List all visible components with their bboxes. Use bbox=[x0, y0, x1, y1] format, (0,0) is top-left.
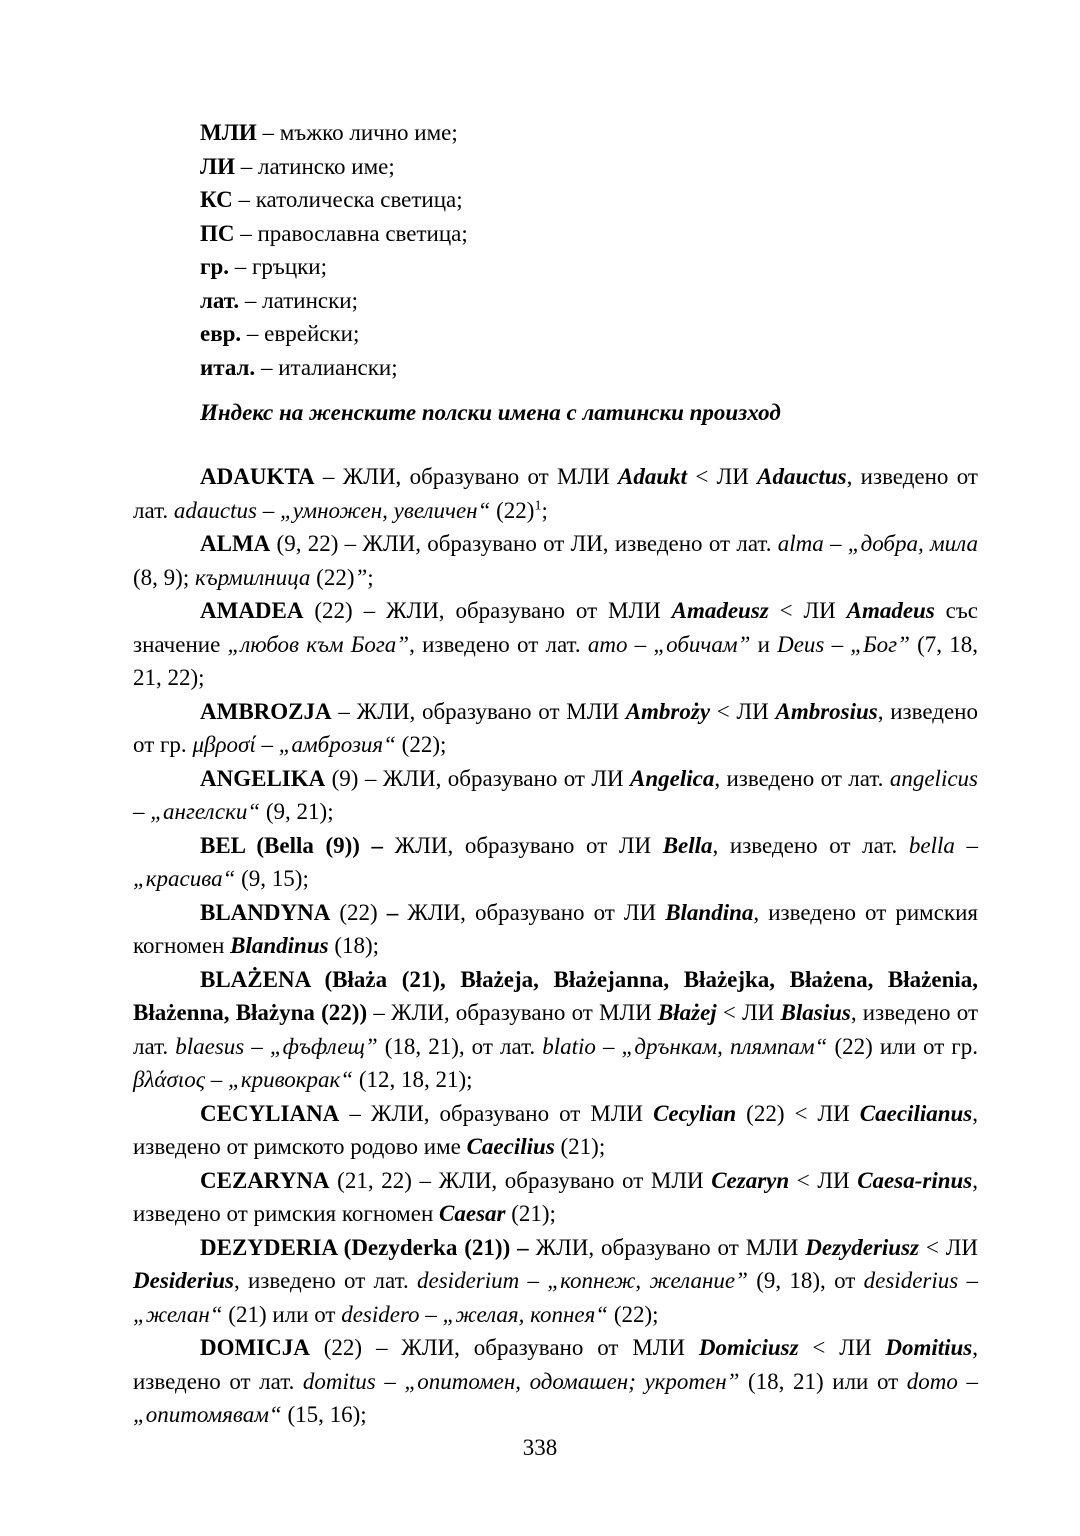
abbreviation-term: лат. bbox=[200, 287, 240, 313]
entry-text-segment: CEZARYNA bbox=[200, 1167, 330, 1193]
entry-text-segment: – ЖЛИ, образувано от МЛИ bbox=[339, 1100, 654, 1126]
entry-text-segment: Caecilianus bbox=[859, 1100, 973, 1126]
abbreviation-definition: – православна светица; bbox=[234, 220, 468, 246]
abbreviation-item bbox=[200, 250, 468, 284]
entry-text-segment: (22) bbox=[490, 497, 535, 523]
entry-amadea bbox=[133, 594, 978, 695]
entry-text-segment: ; bbox=[541, 497, 548, 523]
entries-list bbox=[133, 460, 978, 1432]
entry-text-segment: и bbox=[750, 631, 778, 657]
entry-text-segment: Caesar bbox=[439, 1201, 506, 1226]
entry-text-segment: Błażej bbox=[657, 1000, 717, 1025]
abbreviation-list bbox=[200, 116, 468, 384]
entry-text-segment: adauctus – „умножен, увеличен“ bbox=[173, 497, 491, 523]
entry-domicja bbox=[133, 1331, 978, 1432]
entry-text-segment: (22) – ЖЛИ, образувано от МЛИ bbox=[303, 598, 672, 623]
entry-text-segment: , изведено от лат. bbox=[133, 1000, 978, 1059]
entry-text-segment: Ambrosius bbox=[775, 698, 878, 724]
abbreviation-item bbox=[200, 284, 468, 318]
entry-text-segment: < ЛИ bbox=[710, 698, 776, 724]
entry-text-segment: (9, 22) – ЖЛИ, образувано от ЛИ, изведено от лат. bbox=[270, 531, 778, 556]
abbreviation-item bbox=[200, 217, 468, 251]
entry-text-segment: < ЛИ bbox=[798, 1335, 886, 1360]
entry-text-segment: , изведено от лат. bbox=[409, 631, 588, 657]
abbreviation-term: МЛИ bbox=[200, 120, 257, 145]
entry-text-segment: , изведено от римското родово име bbox=[133, 1100, 979, 1159]
entry-text-segment: (22) – ЖЛИ, образувано от МЛИ bbox=[309, 1335, 699, 1360]
entry-bel bbox=[133, 829, 978, 896]
abbreviation-definition: – латински; bbox=[239, 287, 358, 313]
entry-text-segment: (22); bbox=[395, 732, 447, 757]
entry-text-segment: Ambroży bbox=[625, 698, 711, 724]
entry-text-segment: BLANDYNA bbox=[200, 899, 331, 925]
abbreviation-item bbox=[200, 317, 468, 351]
entry-text-segment: Bella bbox=[662, 832, 713, 858]
entry-text-segment: Domiciusz bbox=[698, 1335, 799, 1360]
abbreviation-item bbox=[200, 150, 468, 184]
entry-text-segment: < ЛИ bbox=[768, 598, 847, 623]
entry-text-segment: Cecylian bbox=[653, 1100, 737, 1126]
abbreviation-definition: – латинско име; bbox=[235, 153, 395, 179]
entry-text-segment: (9, 18), от bbox=[747, 1268, 864, 1293]
entry-text-segment: (22) bbox=[310, 564, 355, 590]
entry-text-segment: , изведено от лат. bbox=[233, 1268, 418, 1293]
entry-text-segment: < ЛИ bbox=[919, 1234, 978, 1260]
footnote-marker: 1 bbox=[534, 497, 542, 513]
entry-text-segment: BEL (Bella (9)) – bbox=[200, 832, 384, 858]
abbreviation-definition: – гръцки; bbox=[229, 254, 328, 279]
abbreviation-definition: – италиански; bbox=[255, 354, 398, 380]
entry-text-segment: Blandina bbox=[665, 899, 754, 925]
entry-text-segment: blaesus – „фъфлещ” bbox=[175, 1033, 378, 1059]
page-number: 338 bbox=[522, 1435, 558, 1460]
abbreviation-item bbox=[200, 351, 468, 385]
entry-alma bbox=[133, 527, 978, 594]
entry-text-segment: (9, 21); bbox=[260, 799, 334, 824]
entry-text-segment: ЖЛИ, образувано от ЛИ bbox=[398, 899, 666, 925]
entry-text-segment: със значение bbox=[133, 598, 978, 657]
entry-text-segment: Deus – „Бог” bbox=[777, 631, 910, 657]
entry-angelika bbox=[133, 762, 978, 829]
abbreviation-term: гр. bbox=[200, 254, 229, 279]
entry-text-segment: desidero – „желая, копнея“ bbox=[341, 1301, 609, 1327]
entry-text-segment: Caesa-rinus bbox=[857, 1167, 973, 1193]
entry-text-segment: desiderius – „желан“ bbox=[133, 1268, 978, 1327]
entry-text-segment: Adaukt bbox=[618, 464, 688, 489]
entry-dezyderia bbox=[133, 1231, 978, 1332]
entry-text-segment: desiderium – „копнеж, желание” bbox=[417, 1268, 748, 1293]
entry-text-segment: blatio – „дрънкам, плямпам“ bbox=[542, 1033, 828, 1059]
entry-blandyna bbox=[133, 896, 978, 963]
index-heading: Индекс на женските полски имена с латински произход bbox=[200, 400, 781, 425]
entry-text-segment: (18, 21) или от bbox=[739, 1368, 907, 1394]
entry-text-segment: amo – „обичам” bbox=[587, 631, 751, 657]
entry-text-segment: Cezaryn bbox=[711, 1167, 790, 1193]
entry-text-segment: Dezyderiusz bbox=[805, 1234, 919, 1260]
entry-text-segment: CECYLIANA bbox=[200, 1100, 340, 1126]
entry-text-segment: – ЖЛИ, образувано от МЛИ bbox=[367, 1000, 658, 1025]
abbreviation-definition: – мъжко лично име; bbox=[256, 120, 458, 145]
entry-text-segment: (22); bbox=[608, 1301, 659, 1327]
entry-text-segment: (21); bbox=[554, 1134, 606, 1159]
entry-text-segment: ANGELIKA bbox=[200, 765, 326, 791]
abbreviation-item bbox=[200, 183, 468, 217]
entry-text-segment: (18); bbox=[328, 933, 380, 958]
entry-text-segment: bella – „красива“ bbox=[133, 832, 978, 891]
entry-text-segment: (18, 21), от лат. bbox=[377, 1033, 543, 1059]
entry-text-segment: DOMICJA bbox=[200, 1335, 310, 1360]
entry-text-segment: (21); bbox=[505, 1201, 556, 1226]
entry-cecyliana bbox=[133, 1097, 978, 1164]
entry-text-segment: ADAUKTA bbox=[200, 464, 315, 489]
entry-adaukta bbox=[133, 460, 978, 527]
entry-text-segment: (12, 18, 21); bbox=[353, 1067, 473, 1092]
entry-text-segment: ; bbox=[367, 564, 374, 590]
entry-text-segment: Blandinus bbox=[230, 933, 329, 958]
entry-text-segment: ЖЛИ, образувано от МЛИ bbox=[528, 1234, 806, 1260]
entry-text-segment: , изведено от лат. bbox=[714, 765, 890, 791]
entry-text-segment: BLAŻENA (Błaża (21), Błażeja, Błażejanna, Błażejka, Błażena, Błażenia, Błażenna, Błażyna (22)) bbox=[133, 966, 978, 1025]
entry-text-segment: βλάσιος – „кривокрак“ bbox=[133, 1067, 354, 1092]
entry-text-segment: (9) – ЖЛИ, образувано от ЛИ bbox=[325, 765, 630, 791]
abbreviation-definition: – католическа светица; bbox=[232, 187, 463, 212]
entry-text-segment: – ЖЛИ, образувано от МЛИ bbox=[314, 464, 618, 489]
abbreviation-item bbox=[200, 116, 468, 150]
entry-text-segment: Amadeus bbox=[846, 598, 935, 623]
entry-text-segment: (8, 9); bbox=[133, 564, 195, 590]
entry-text-segment: , изведено от римския когномен bbox=[133, 1167, 978, 1226]
entry-text-segment: – bbox=[386, 899, 399, 925]
entry-text-segment: μβροσί – „амброзия“ bbox=[192, 732, 396, 757]
entry-text-segment: (7, 18, 21, 22); bbox=[133, 631, 978, 690]
entry-cezaryna bbox=[133, 1164, 978, 1231]
entry-text-segment: ” bbox=[354, 564, 368, 590]
abbreviation-term: ЛИ bbox=[200, 153, 236, 179]
abbreviation-term: евр. bbox=[200, 321, 242, 346]
entry-text-segment: (22) bbox=[330, 899, 387, 925]
entry-text-segment: , изведено от лат. bbox=[133, 1335, 978, 1394]
entry-text-segment: ЖЛИ, образувано от ЛИ bbox=[383, 832, 663, 858]
entry-text-segment: < ЛИ bbox=[687, 464, 758, 489]
entry-text-segment: AMADEA bbox=[200, 598, 304, 623]
entry-text-segment: Adauctus bbox=[757, 464, 847, 489]
entry-text-segment: (15, 16); bbox=[281, 1402, 367, 1427]
entry-text-segment: , изведено от лат. bbox=[133, 464, 978, 523]
entry-text-segment: alma – „добра, мила bbox=[777, 531, 978, 556]
entry-text-segment: , изведено от римския когномен bbox=[133, 899, 978, 958]
entry-text-segment: , изведено от гр. bbox=[133, 698, 978, 757]
entry-text-segment: – ЖЛИ, образувано от МЛИ bbox=[331, 698, 626, 724]
entry-text-segment: Domitius bbox=[885, 1335, 973, 1360]
entry-text-segment: (9, 15); bbox=[235, 866, 309, 891]
entry-text-segment: < ЛИ bbox=[789, 1167, 858, 1193]
entry-text-segment: ALMA bbox=[200, 531, 271, 556]
entry-text-segment: Amadeusz bbox=[671, 598, 769, 623]
entry-text-segment: DEZYDERIA (Dezyderka (21)) – bbox=[200, 1234, 529, 1260]
entry-text-segment: Angelica bbox=[629, 765, 715, 791]
entry-text-segment: , изведено от лат. bbox=[712, 832, 909, 858]
entry-text-segment: Blasius bbox=[780, 1000, 851, 1025]
entry-text-segment: „любов към Бога” bbox=[227, 631, 410, 657]
entry-text-segment: (22) < ЛИ bbox=[736, 1100, 860, 1126]
entry-text-segment: < ЛИ bbox=[716, 1000, 781, 1025]
entry-text-segment: (22) или от гр. bbox=[827, 1033, 978, 1059]
entry-text-segment: (21, 22) – ЖЛИ, образувано от МЛИ bbox=[329, 1167, 712, 1193]
entry-text-segment: кърмилница bbox=[194, 564, 311, 590]
abbreviation-term: ПС bbox=[200, 220, 235, 246]
entry-text-segment: Caecilius bbox=[466, 1134, 555, 1159]
abbreviation-term: КС bbox=[200, 187, 233, 212]
entry-text-segment: Desiderius bbox=[133, 1268, 234, 1293]
entry-text-segment: AMBROZJA bbox=[200, 698, 332, 724]
abbreviation-definition: – еврейски; bbox=[241, 321, 360, 346]
entry-blazena bbox=[133, 963, 978, 1097]
entry-text-segment: domo – „опитомявам“ bbox=[133, 1368, 978, 1427]
abbreviation-term: итал. bbox=[200, 354, 256, 380]
entry-text-segment: (21) или от bbox=[222, 1301, 342, 1327]
entry-text-segment: domitus – „опитомен, одомашен; укротен” bbox=[302, 1368, 740, 1394]
entry-ambrozja bbox=[133, 695, 978, 762]
entry-text-segment: angelicus – „ангелски“ bbox=[133, 765, 978, 824]
